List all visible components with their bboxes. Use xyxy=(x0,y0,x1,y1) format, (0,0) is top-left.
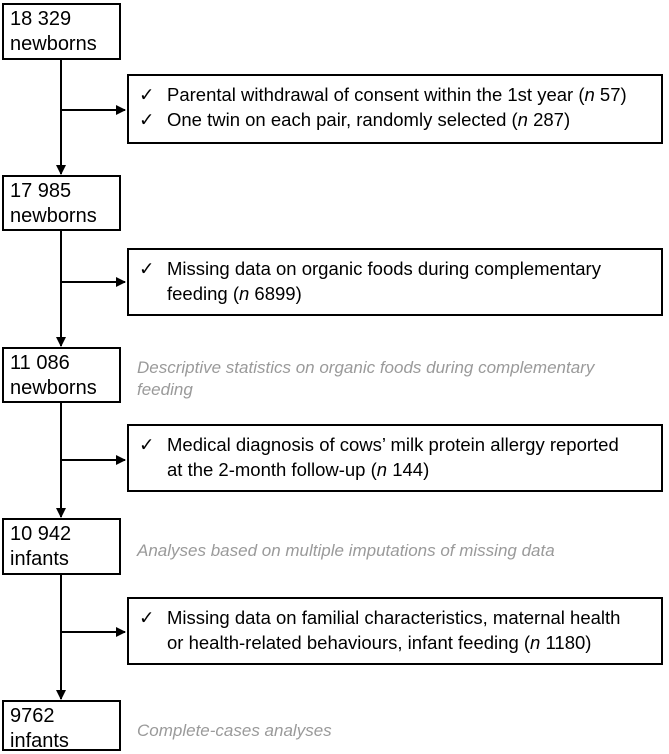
checkmark-icon: ✓ xyxy=(139,109,155,130)
stage-number: 9762 xyxy=(10,705,55,727)
note-complete-cases: Complete-cases analyses xyxy=(137,721,332,740)
checkmark-icon: ✓ xyxy=(139,258,155,279)
exclusion-box-2 xyxy=(127,248,663,316)
stage-box-2 xyxy=(2,175,121,231)
stage-unit: newborns xyxy=(10,377,97,399)
stage-unit: newborns xyxy=(10,33,97,55)
stage-box-5 xyxy=(2,700,121,751)
note-multiple-imputations: Analyses based on multiple imputations of missing data xyxy=(137,541,555,560)
checkmark-icon: ✓ xyxy=(139,84,155,105)
stage-number: 10 942 xyxy=(10,523,72,545)
stage-number: 18 329 xyxy=(10,8,72,30)
note-descriptive-statistics: Descriptive statistics on organic foods during complementary feeding xyxy=(137,358,595,399)
stage-unit: newborns xyxy=(10,205,97,227)
checkmark-icon: ✓ xyxy=(139,434,155,455)
stage-box-3 xyxy=(2,347,121,403)
checkmark-icon: ✓ xyxy=(139,607,155,628)
exclusion-item: ✓ Parental withdrawal of consent within the 1st year (n 57) xyxy=(139,84,627,105)
stage-unit: infants xyxy=(10,548,69,570)
stage-number: 11 086 xyxy=(10,352,70,374)
exclusion-item: ✓ Medical diagnosis of cows’ milk protein allergy reported at the 2-month follow-up (n 144) xyxy=(139,434,619,480)
exclusion-box-4 xyxy=(127,597,663,665)
stage-box-4 xyxy=(2,518,121,575)
exclusion-item: ✓ Missing data on organic foods during complementary feeding (n 6899) xyxy=(139,258,601,304)
exclusion-box-3 xyxy=(127,424,663,492)
exclusion-box-1 xyxy=(127,74,663,144)
exclusion-item: ✓ One twin on each pair, randomly selected (n 287) xyxy=(139,109,571,130)
stage-box-1 xyxy=(2,3,121,60)
exclusion-item: ✓ Missing data on familial characteristics, maternal health or health-related behaviours, infant feeding (n 1180) xyxy=(139,607,621,653)
stage-number: 17 985 xyxy=(10,180,72,202)
stage-unit: infants xyxy=(10,730,69,752)
